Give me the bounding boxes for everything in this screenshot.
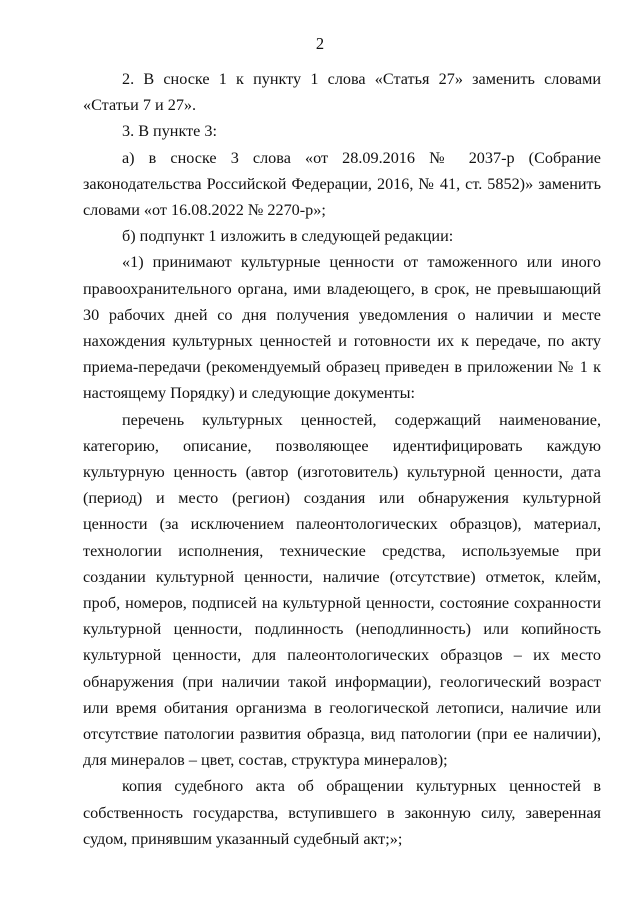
paragraph-subitem-b: б) подпункт 1 изложить в следующей редакции: [122,227,454,246]
paragraph-footnote-1: 2. В сноске 1 к пункту 1 слова «Статья 27» заменить словами «Статьи 7 и 27». [83,70,601,115]
paragraph-subitem-a: а) в сноске 3 слова «от 28.09.2016 № 2037-р (Собрание законодательства Российской Федерации, 2016, № 41, ст. 5852)» заменить словами «от 16.08.2022 № 2270-р»; [83,148,601,220]
page-number: 2 [315,34,325,53]
document-body [83,66,601,852]
paragraph-list-of-values: перечень культурных ценностей, содержащий наименование, категорию, описание, позволяющее идентифицировать каждую культурную ценность (автор (изготовитель) культурной ценности, дата (период) и место (регион) создания или обнаружения культурной ценности (за исключением палеонтологических образцов), материал, технологии исполнения, технические средства, используемые при создании культурной ценности, наличие (отсутствие) отметок, клейм, проб, номеров, подписей на культурной ценности, состояние сохранности культурной ценности, подлинность (неподлинность) или копийность культурной ценности, для палеонтологических образцов – их место обнаружения (при наличии такой информации), геологический возраст или время обитания организма в геологической летописи, наличие или отсутствие патологии развития образца, вид патологии (при ее наличии), для минералов – цвет, состав, структура минералов); [83,410,601,770]
paragraph-court-act-copy: копия судебного акта об обращении культурных ценностей в собственность государства, вступившего в законную силу, заверенная судом, принявшим указанный судебный акт;»; [83,777,601,848]
paragraph-item-3: 3. В пункте 3: [122,122,217,141]
paragraph-quoted-subitem-1: «1) принимают культурные ценности от таможенного или иного правоохранительного органа, ими владеющего, в срок, не превышающий 30 рабочих дней со дня получения уведомления о наличии и месте нахождения культурных ценностей и готовности их к передаче, по акту приема-передачи (рекомендуемый образец приведен в приложении № 1 к настоящему Порядку) и следующие документы: [83,253,601,403]
